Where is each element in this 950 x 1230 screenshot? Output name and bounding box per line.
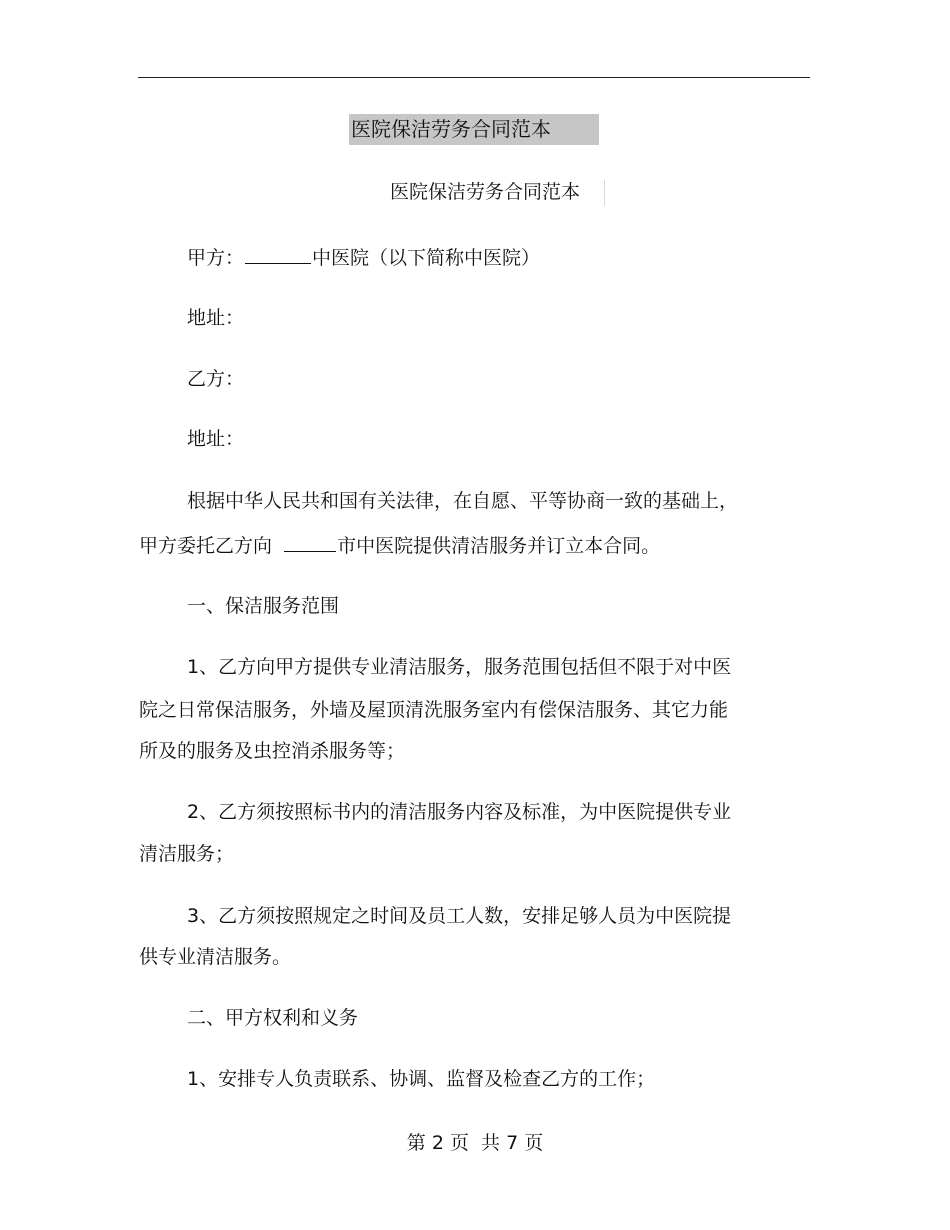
intro-line-2-prefix: 甲方委托乙方向 bbox=[139, 535, 273, 557]
section-1-item-1-line-3: 所及的服务及虫控消杀服务等； bbox=[139, 740, 406, 762]
footer-total-pages: 7 bbox=[506, 1132, 519, 1154]
party-b-address: 地址： bbox=[187, 428, 245, 450]
party-a-address: 地址： bbox=[187, 307, 245, 329]
footer-current-page: 2 bbox=[431, 1132, 444, 1154]
footer-prefix: 第 bbox=[406, 1132, 426, 1154]
footer-middle: 页 共 bbox=[449, 1132, 501, 1154]
intro-line-2 bbox=[139, 533, 660, 559]
intro-line-2-suffix: 市中医院提供清洁服务并订立本合同。 bbox=[337, 535, 661, 557]
section-2-item-1-line-1: 1、安排专人负责联系、协调、监督及检查乙方的工作； bbox=[187, 1068, 656, 1090]
intro-line-1: 根据中华人民共和国有关法律，在自愿、平等协商一致的基础上， bbox=[187, 490, 739, 512]
section-1-item-2-line-2: 清洁服务； bbox=[139, 843, 235, 865]
party-a-line bbox=[187, 245, 540, 271]
party-a-blank bbox=[245, 245, 311, 264]
footer-suffix: 页 bbox=[524, 1132, 544, 1154]
section-1-item-1-line-2: 院之日常保洁服务，外墙及屋顶清洗服务室内有偿保洁服务、其它力能 bbox=[139, 699, 729, 721]
section-2-heading: 二、甲方权利和义务 bbox=[187, 1007, 359, 1029]
section-1-item-3-line-2: 供专业清洁服务。 bbox=[139, 946, 292, 968]
page-footer bbox=[0, 1130, 950, 1156]
header-title: 医院保洁劳务合同范本 bbox=[349, 114, 599, 145]
party-b-line: 乙方： bbox=[187, 368, 245, 390]
section-1-heading: 一、保洁服务范围 bbox=[187, 595, 340, 617]
section-1-item-3-line-1: 3、乙方须按照规定之时间及员工人数，安排足够人员为中医院提 bbox=[187, 905, 732, 927]
header-rule bbox=[138, 77, 810, 78]
city-blank bbox=[284, 533, 336, 552]
text-cursor-mark bbox=[604, 180, 605, 206]
section-1-item-1-line-1: 1、乙方向甲方提供专业清洁服务，服务范围包括但不限于对中医 bbox=[187, 656, 732, 678]
party-a-suffix: 中医院（以下简称中医院） bbox=[312, 247, 541, 269]
document-title: 医院保洁劳务合同范本 bbox=[390, 181, 581, 203]
party-a-label: 甲方： bbox=[187, 247, 245, 269]
section-1-item-2-line-1: 2、乙方须按照标书内的清洁服务内容及标准，为中医院提供专业 bbox=[187, 801, 732, 823]
